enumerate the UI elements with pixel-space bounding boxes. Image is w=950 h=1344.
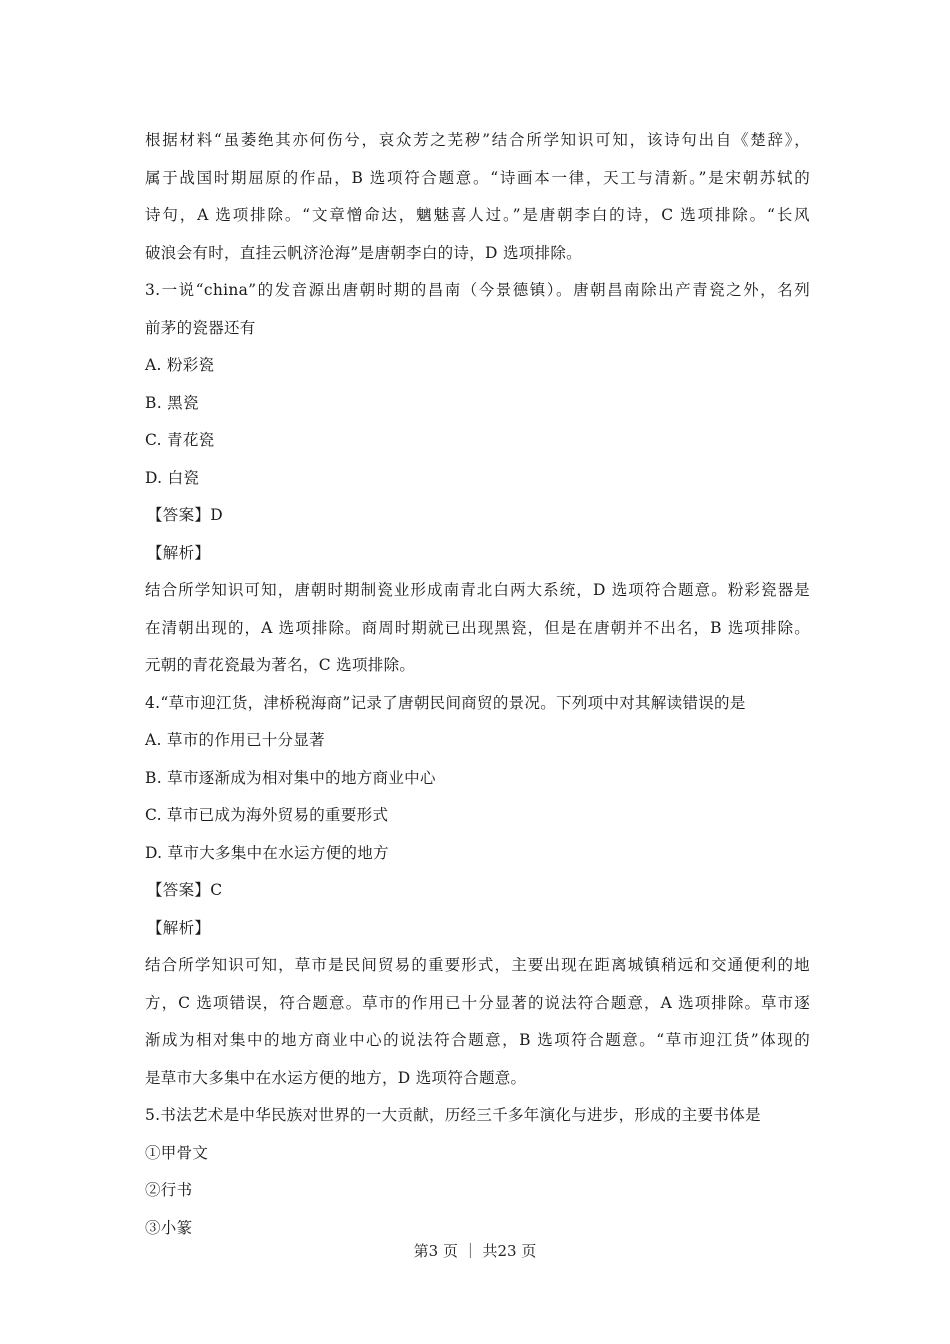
question-5-stem: 5.书法艺术是中华民族对世界的一大贡献，历经三千多年演化与进步，形成的主要书体是 xyxy=(145,1106,761,1124)
page-content xyxy=(145,122,810,1247)
question-4-analysis: 结合所学知识可知，草市是民间贸易的重要形式，主要出现在距离城镇稍远和交通便利的地 xyxy=(145,956,810,974)
question-3-stem: 前茅的瓷器还有 xyxy=(145,318,256,337)
question-4-stem: 4.“草市迎江货，津桥税海商”记录了唐朝民间商贸的景况。下列项中对其解读错误的是 xyxy=(145,693,746,712)
question-3-option-a: A. 粉彩瓷 xyxy=(145,356,215,374)
question-4-option-b: B. 草市逐渐成为相对集中的地方商业中心 xyxy=(145,768,436,787)
question-5-item-2: ②行书 xyxy=(145,1181,193,1199)
question-4-answer: 【答案】C xyxy=(147,881,223,899)
question-3-option-b: B. 黑瓷 xyxy=(145,393,199,412)
question-3-option-d: D. 白瓷 xyxy=(145,468,200,487)
question-3-option-c: C. 青花瓷 xyxy=(145,431,215,449)
question-3-answer: 【答案】D xyxy=(147,506,223,524)
question-4-analysis: 渐成为相对集中的地方商业中心的说法符合题意，B 选项符合题意。“草市迎江货”体现的 xyxy=(145,1031,810,1049)
page-footer: 第3 页 ｜ 共23 页 xyxy=(413,1242,537,1260)
question-5-item-3: ③小篆 xyxy=(145,1218,193,1237)
question-3-analysis: 元朝的青花瓷最为著名，C 选项排除。 xyxy=(145,656,416,674)
analysis-line: 诗句，A 选项排除。“文章憎命达，魑魅喜人过。”是唐朝李白的诗，C 选项排除。“长风 xyxy=(145,206,810,224)
question-4-analysis: 方，C 选项错误，符合题意。草市的作用已十分显著的说法符合题意，A 选项排除。草市逐 xyxy=(145,993,810,1012)
question-3-analysis: 结合所学知识可知，唐朝时期制瓷业形成南青北白两大系统，D 选项符合题意。粉彩瓷器是 xyxy=(145,581,810,599)
question-4-analysis-heading: 【解析】 xyxy=(147,918,211,937)
question-3-analysis-heading: 【解析】 xyxy=(147,543,211,562)
analysis-line: 根据材料“虽萎绝其亦何伤兮，哀众芳之芜秽”结合所学知识可知，该诗句出自《楚辞》， xyxy=(145,131,810,149)
question-3-stem: 3.一说“china”的发音源出唐朝时期的昌南（今景德镇）。唐朝昌南除出产青瓷之外，名列 xyxy=(145,281,810,299)
question-5-item-1: ①甲骨文 xyxy=(145,1143,209,1162)
analysis-line: 破浪会有时，直挂云帆济沧海”是唐朝李白的诗，D 选项排除。 xyxy=(145,243,582,262)
question-4-analysis: 是草市大多集中在水运方便的地方，D 选项符合题意。 xyxy=(145,1068,527,1087)
question-3-analysis: 在清朝出现的，A 选项排除。商周时期就已出现黑瓷，但是在唐朝并不出名，B 选项排除。 xyxy=(145,618,810,637)
question-4-option-c: C. 草市已成为海外贸易的重要形式 xyxy=(145,806,389,824)
analysis-line: 属于战国时期屈原的作品，B 选项符合题意。“诗画本一律，天工与清新。”是宋朝苏轼的 xyxy=(145,168,810,187)
question-4-option-a: A. 草市的作用已十分显著 xyxy=(145,731,325,749)
question-4-option-d: D. 草市大多集中在水运方便的地方 xyxy=(145,843,389,862)
